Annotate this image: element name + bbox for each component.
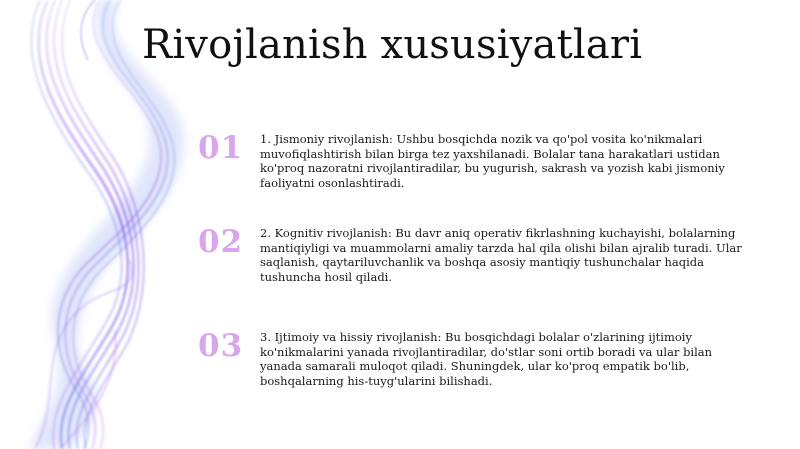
item-number: 01	[198, 130, 244, 166]
list-item	[196, 224, 756, 314]
item-text: 2. Kognitiv rivojlanish: Bu davr aniq operativ fikrlashning kuchayishi, bolalarning mantiqiyligi va muammolarni amaliy tarzda hal qila olishi bilan ajralib turadi. Ular saqlanish, qaytariluvchanlik va boshqa asosiy mantiqiy tushunchalar haqida tushuncha hosil qiladi.	[260, 226, 742, 285]
item-number: 03	[198, 328, 244, 364]
item-text: 1. Jismoniy rivojlanish: Ushbu bosqichda nozik va qo'pol vosita ko'nikmalari muvofiqlashtirish bilan birga tez yaxshilanadi. Bolalar tana harakatlari ustidan ko'proq nazoratni rivojlantiradilar, bu yugurish, sakrash va yozish kabi jismoniy faoliyatni osonlashtiradi.	[260, 132, 725, 191]
item-text: 3. Ijtimoiy va hissiy rivojlanish: Bu bosqichdagi bolalar o'zlarining ijtimoiy ko'nikmalarini yanada rivojlantiradilar, do'stlar soni ortib boradi va ular bilan yanada samarali muloqot qiladi. Shuningdek, ular ko'proq empatik bo'lib, boshqalarning his-tuyg'ularini bilishadi.	[260, 330, 713, 389]
list-item	[196, 328, 756, 418]
slide-title: Rivojlanish xususiyatlari	[142, 22, 643, 68]
item-number: 02	[198, 224, 244, 260]
list-item	[196, 130, 756, 220]
